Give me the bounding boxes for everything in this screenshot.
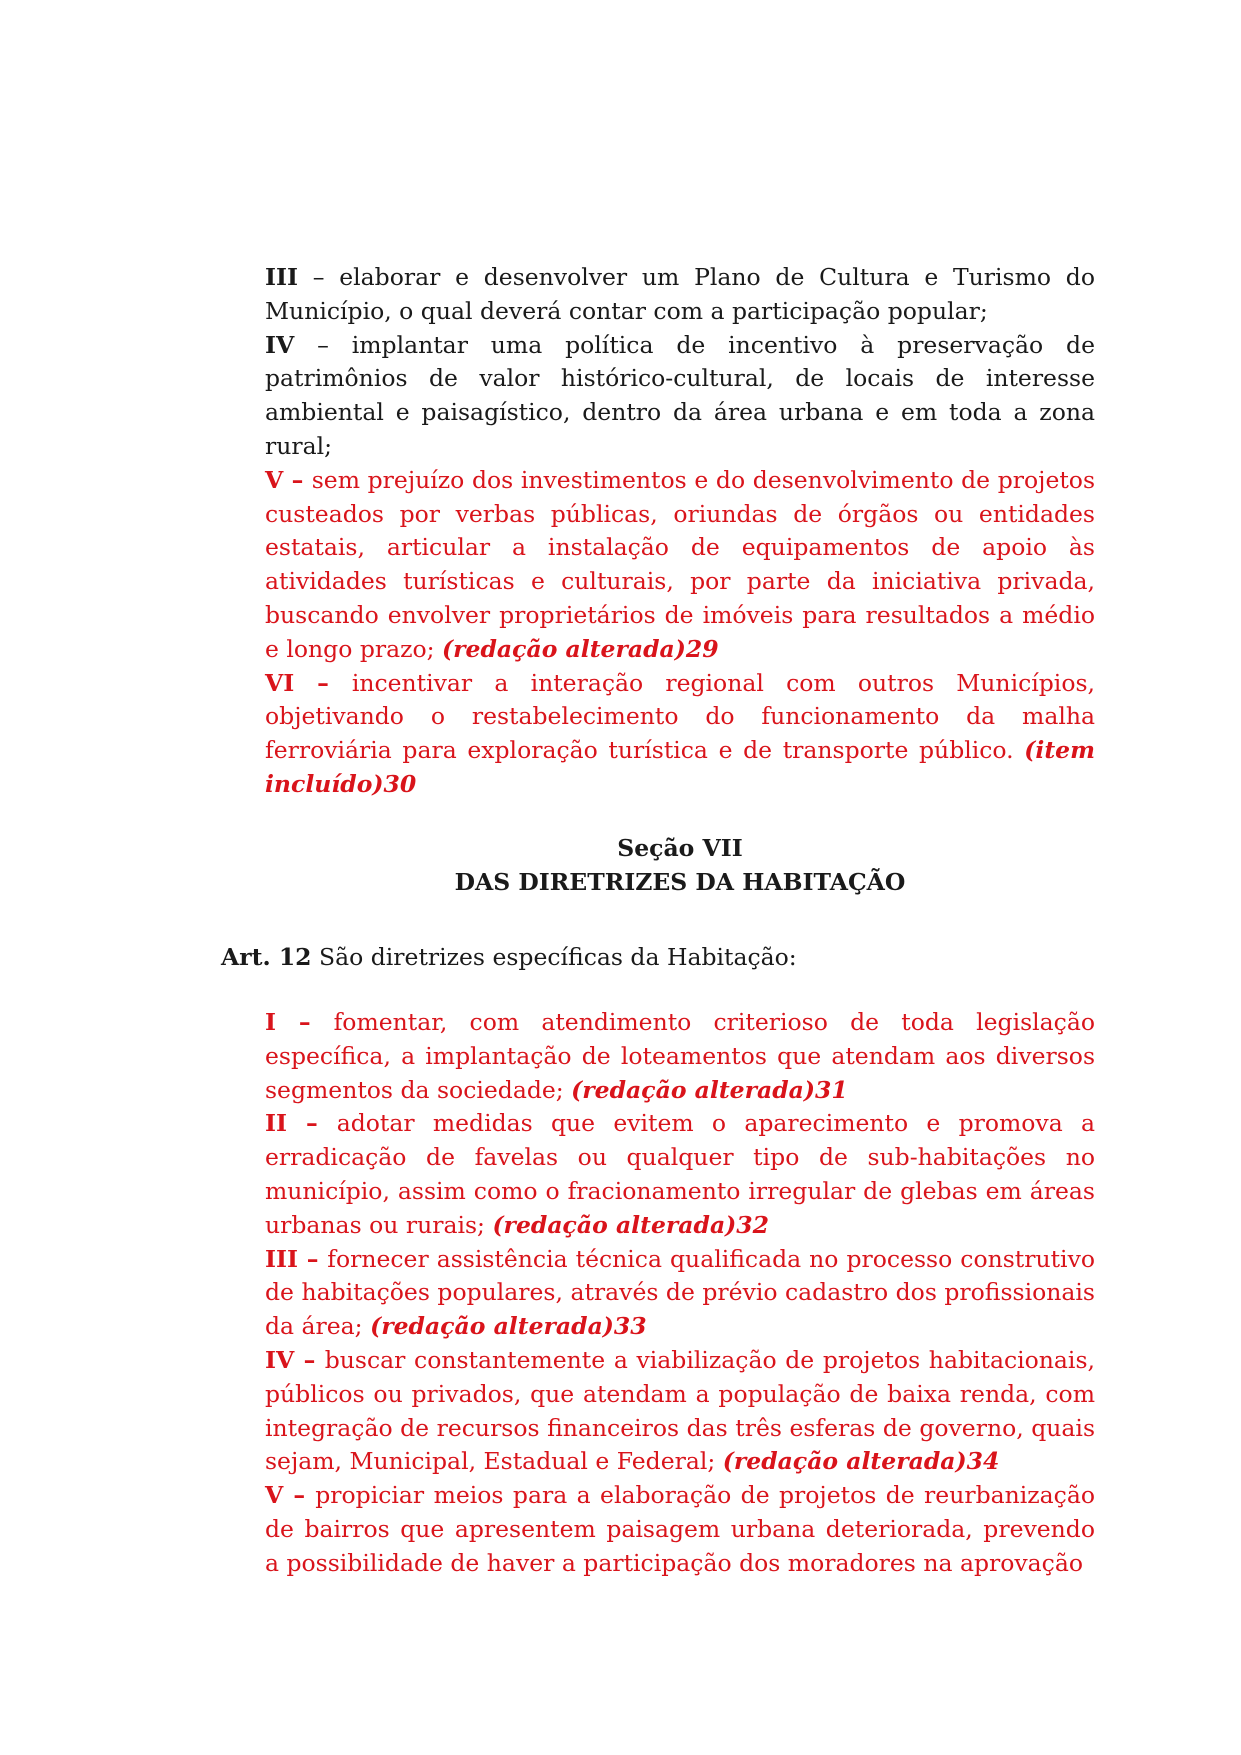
item-number: V bbox=[265, 1481, 284, 1510]
article-text: São diretrizes específicas da Habitação: bbox=[311, 943, 797, 971]
item-number: II bbox=[265, 1109, 287, 1138]
item-dash: – bbox=[294, 668, 352, 697]
amendment-note: (item incluído)30 bbox=[265, 736, 1095, 798]
item-text: implantar uma política de incentivo à preservação de patrimônios de valor histórico-cultural, de locais de interesse ambiental e paisagístico, dentro da área urbana e em toda a zona rural; bbox=[265, 330, 1095, 460]
item-dash: – bbox=[276, 1008, 334, 1036]
item-text: propiciar meios para a elaboração de projetos de reurbanização de bairros que apresentem paisagem urbana deteriorada, prevendo a possibilidade de haver a participação dos moradores na aprovação bbox=[265, 1481, 1095, 1577]
item-text: fomentar, com atendimento criterioso de toda legislação específica, a implantação de loteamentos que atendam aos diversos segmentos da sociedade; bbox=[265, 1008, 1095, 1104]
amendment-note: (redação alterada)34 bbox=[722, 1447, 1000, 1476]
item-dash: – bbox=[294, 1345, 325, 1374]
item-dash: – bbox=[283, 465, 312, 494]
item-text: adotar medidas que evitem o aparecimento e promova a erradicação de favelas ou qualquer tipo de sub-habitações no município, assim como o fracionamento irregular de glebas em áreas urbanas ou rurais; bbox=[265, 1109, 1095, 1239]
top-item-vi bbox=[265, 667, 1095, 802]
amendment-note: (redação alterada)33 bbox=[370, 1312, 647, 1341]
item-number: VI bbox=[265, 668, 295, 697]
item-dash: – bbox=[287, 1109, 337, 1138]
item-text: incentivar a interação regional com outros Municípios, objetivando o restabelecimento do funcionamento da malha ferroviária para exploração turística e de transporte público. bbox=[265, 668, 1095, 765]
top-item-list bbox=[265, 261, 1095, 802]
item-dash: – bbox=[297, 263, 340, 291]
bottom-item-iv bbox=[265, 1344, 1095, 1479]
item-dash: – bbox=[297, 1244, 328, 1273]
top-item-iii bbox=[265, 261, 1095, 329]
item-dash: – bbox=[294, 330, 352, 359]
item-dash: – bbox=[283, 1481, 316, 1510]
bottom-item-v bbox=[265, 1479, 1095, 1580]
item-text: elaborar e desenvolver um Plano de Cultura e Turismo do Município, o qual deverá contar com a participação popular; bbox=[265, 263, 1095, 325]
item-number: I bbox=[265, 1008, 276, 1036]
top-item-iv bbox=[265, 329, 1095, 464]
bottom-item-iii bbox=[265, 1243, 1095, 1344]
bottom-item-ii bbox=[265, 1107, 1095, 1242]
amendment-note: (redação alterada)32 bbox=[492, 1210, 769, 1239]
section-title: DAS DIRETRIZES DA HABITAÇÃO bbox=[454, 868, 906, 896]
amendment-note: (redação alterada)29 bbox=[442, 634, 719, 663]
bottom-item-list bbox=[265, 1006, 1095, 1581]
article-heading bbox=[221, 940, 1095, 974]
item-number: V bbox=[265, 465, 284, 494]
item-text: sem prejuízo dos investimentos e do desenvolvimento de projetos custeados por verbas públicas, oriundas de órgãos ou entidades estatais, articular a instalação de equipamentos de apoio às atividades turísticas e culturais, por parte da iniciativa privada, buscando envolver proprietários de imóveis para resultados a médio e longo prazo; bbox=[265, 465, 1095, 663]
item-text: fornecer assistência técnica qualificada no processo construtivo de habitações populares, através de prévio cadastro dos profissionais da área; bbox=[265, 1244, 1095, 1341]
item-number: III bbox=[265, 1244, 298, 1273]
item-number: IV bbox=[265, 330, 295, 359]
section-number: Seção VII bbox=[617, 834, 743, 862]
item-text: buscar constantemente a viabilização de projetos habitacionais, públicos ou privados, que atendam a população de baixa renda, com integração de recursos financeiros das três esferas de governo, quais sejam, Municipal, Estadual e Federal; bbox=[265, 1345, 1095, 1476]
item-number: IV bbox=[265, 1345, 295, 1374]
amendment-note: (redação alterada)31 bbox=[571, 1075, 848, 1104]
bottom-item-i bbox=[265, 1006, 1095, 1107]
article-label: Art. 12 bbox=[221, 943, 312, 971]
top-item-v bbox=[265, 464, 1095, 667]
item-number: III bbox=[265, 263, 298, 291]
